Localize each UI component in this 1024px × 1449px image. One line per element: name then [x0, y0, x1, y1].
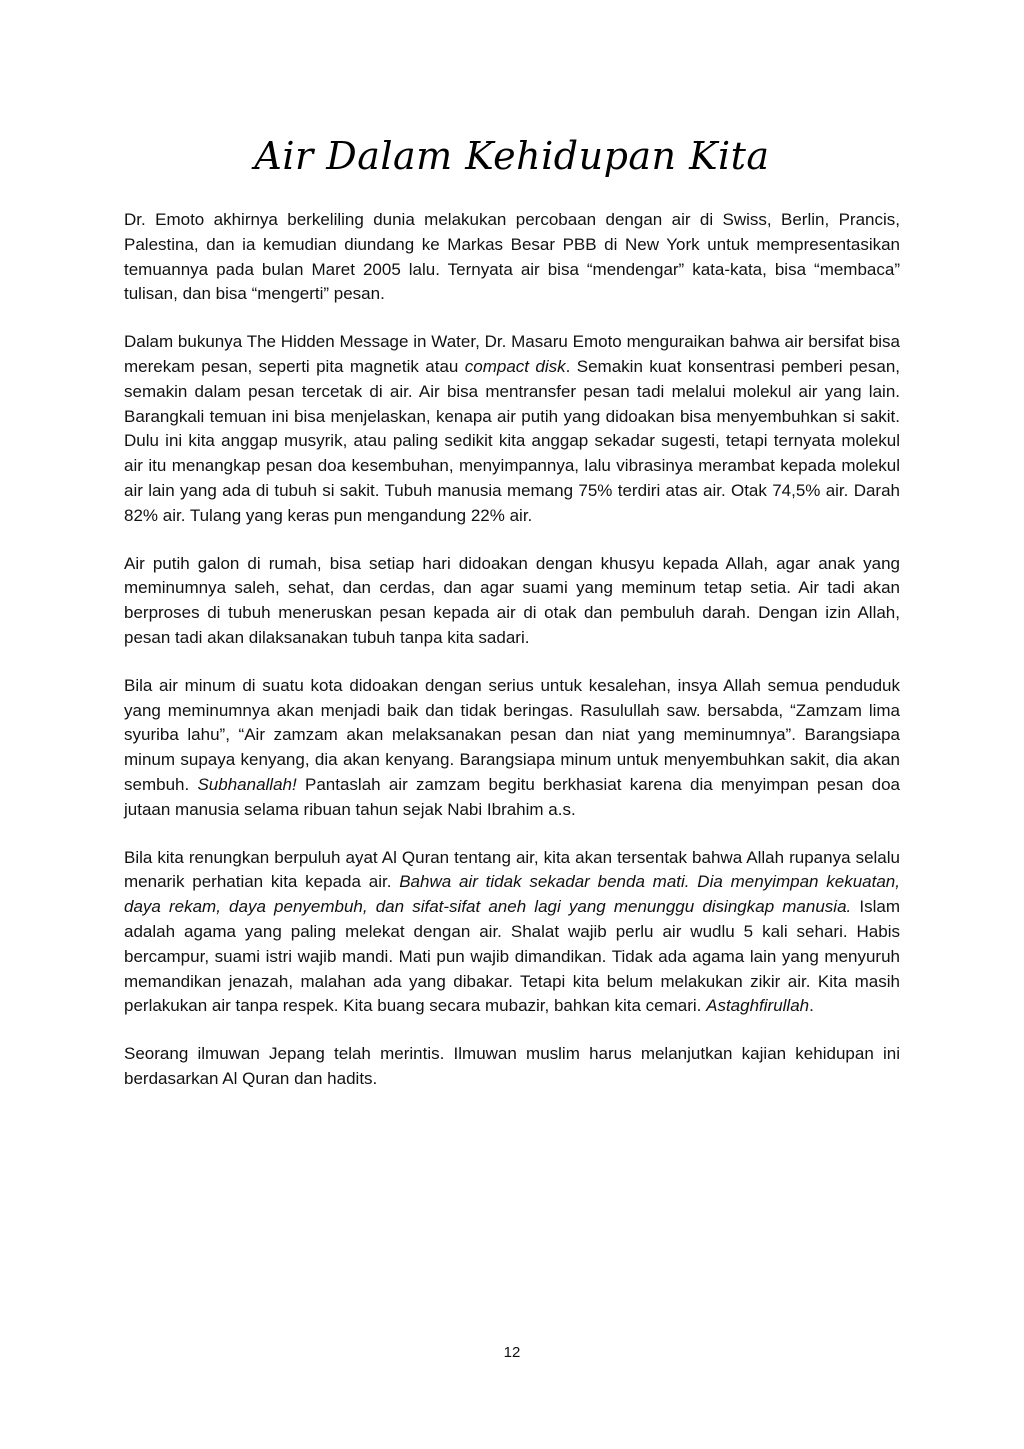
paragraph-text: Seorang ilmuwan Jepang telah merintis. Ilmuwan muslim harus melanjutkan kajian kehidupan ini berdasarkan Al Quran dan hadits.	[124, 1044, 900, 1088]
paragraph-text: Pantaslah air zamzam begitu berkhasiat karena dia menyimpan pesan doa jutaan manusia selama ribuan tahun sejak Nabi Ibrahim a.s.	[124, 774, 900, 819]
paragraph-text: Air putih galon di rumah, bisa setiap hari didoakan dengan khusyu kepada Allah, agar anak yang meminumnya saleh, sehat, dan cerdas, dan agar suami yang meminum tetap setia. Air tadi akan berproses di tubuh meneruskan pesan kepada air di otak dan pembuluh darah. Dengan izin Allah, pesan tadi akan dilaksanakan tubuh tanpa kita sadari.	[124, 553, 900, 647]
paragraph-text: Dr. Emoto akhirnya berkeliling dunia melakukan percobaan dengan air di Swiss, Berlin, Prancis, Palestina, dan ia kemudian diundang ke Markas Besar PBB di New York untuk mempresentasikan temuannya pada bulan Maret 2005 lalu. Ternyata air bisa “mendengar” kata-kata, bisa “membaca” tulisan, dan bisa “mengerti” pesan.	[124, 210, 900, 304]
paragraph-text: Bila air minum di suatu kota didoakan dengan serius untuk kesalehan, insya Allah semua penduduk yang meminumnya akan menjadi baik dan tidak beringas. Rasulullah saw. bersabda, “Zamzam lima syuriba lahu”, “Air zamzam akan melaksanakan pesan dan niat yang meminumnya”. Barangsiapa minum supaya kenyang, dia akan kenyang. Barangsiapa minum untuk menyembuhkan sakit, dia akan sembuh.	[124, 675, 900, 794]
paragraph-text: Bila kita renungkan berpuluh ayat Al Quran tentang air, kita akan tersentak bahwa Allah rupanya selalu menarik perhatian kita kepada air.	[124, 847, 900, 892]
italic-text: Astaghfirullah	[706, 996, 810, 1016]
italic-text: compact disk	[464, 356, 566, 376]
paragraph-text: Dalam bukunya The Hidden Message in Water, Dr. Masaru Emoto menguraikan bahwa air bersifat bisa merekam pesan, seperti pita magnetik atau	[124, 332, 900, 376]
paragraph-6	[124, 1042, 900, 1092]
paragraph-text: Islam adalah agama yang paling melekat dengan air. Shalat wajib perlu air wudlu 5 kali sehari. Habis bercampur, suami istri wajib mandi. Mati pun wajib dimandikan. Tidak ada agama lain yang menyuruh memandikan jenazah, malahan ada yang dibakar. Tetapi kita belum melakukan zikir air. Kita masih perlakukan air tanpa respek. Kita buang secara mubazir, bahkan kita cemari.	[124, 897, 900, 1016]
paragraph-2	[124, 330, 900, 528]
page-number: 12	[503, 1344, 521, 1361]
page-title: Air Dalam Kehidupan Kita	[254, 134, 770, 178]
paragraph-5	[124, 846, 900, 1020]
paragraph-text: .	[809, 996, 814, 1016]
italic-text: Subhanallah!	[197, 774, 297, 794]
paragraph-3	[124, 552, 900, 651]
paragraph-4	[124, 674, 900, 823]
paragraph-1	[124, 208, 900, 307]
document-page	[124, 130, 900, 1115]
italic-text: Bahwa air tidak sekadar benda mati. Dia menyimpan kekuatan, daya rekam, daya penyembuh, dan sifat-sifat aneh lagi yang menunggu disingkap manusia.	[124, 872, 900, 917]
paragraph-text: . Semakin kuat konsentrasi pemberi pesan, semakin dalam pesan tercetak di air. Air bisa mentransfer pesan tadi melalui molekul air yang lain. Barangkali temuan ini bisa menjelaskan, kenapa air putih yang didoakan bisa menyembuhkan si sakit. Dulu ini kita anggap musyrik, atau paling sedikit kita anggap sekadar sugesti, tetapi ternyata molekul air itu menangkap pesan doa kesembuhan, menyimpannya, lalu vibrasinya merambat kepada molekul air lain yang ada di tubuh si sakit. Tubuh manusia memang 75% terdiri atas air. Otak 74,5% air. Darah 82% air. Tulang yang keras pun mengandung 22% air.	[124, 356, 900, 525]
